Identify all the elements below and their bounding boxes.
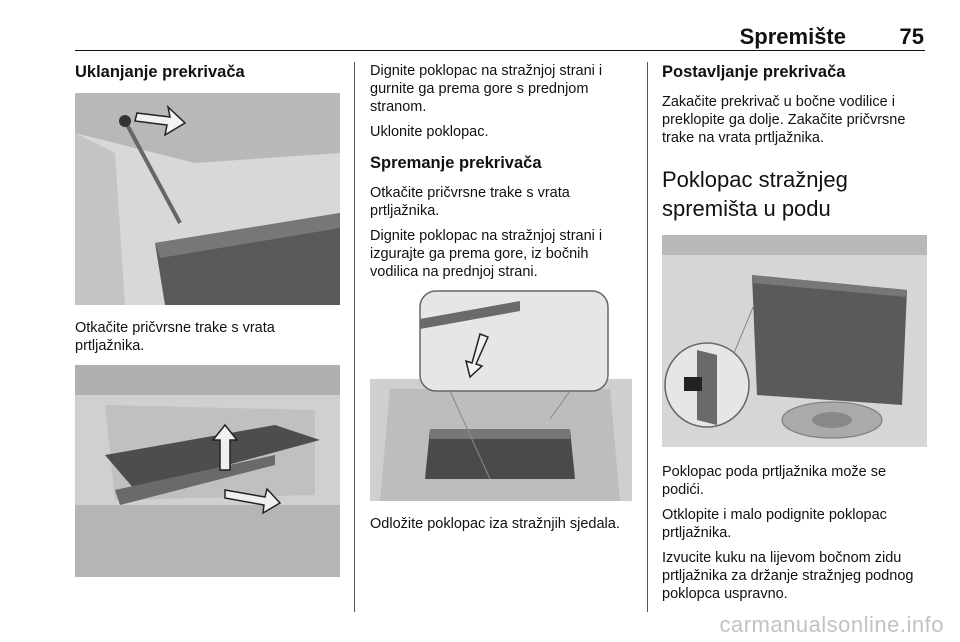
page-number: 75 — [899, 24, 924, 49]
page-header-title: Spremište — [739, 24, 846, 49]
figure-cover-storage — [370, 289, 632, 501]
figure-cover-removal-strap — [75, 93, 340, 305]
col1-paragraph-1: Otkačite pričvrsne trake s vrata prtljažnika. — [75, 320, 275, 354]
col3-paragraph-3: Otklopite i malo podignite poklopac prtljažnika. — [662, 507, 887, 541]
col2-paragraph-4: Dignite poklopac na stražnjoj strani i izgurajte ga prema gore, iz bočnih vodilica na prednjoj strani. — [370, 228, 603, 280]
col2-paragraph-2: Uklonite poklopac. — [370, 124, 489, 140]
col2-paragraph-5: Odložite poklopac iza stražnjih sjedala. — [370, 516, 620, 532]
col3-paragraph-1: Zakačite prekrivač u bočne vodilice i preklopite ga dolje. Zakačite pričvrsne trake na vrata prtljažnika. — [662, 94, 906, 146]
section-heading-storage: Spremanje prekrivača — [370, 154, 542, 172]
figure-floor-cover — [662, 235, 927, 447]
col3-paragraph-2: Poklopac poda prtljažnika može se podići. — [662, 464, 887, 498]
section-heading-removal: Uklanjanje prekrivača — [75, 63, 245, 81]
section-heading-installation: Postavljanje prekrivača — [662, 63, 846, 81]
column-divider-2 — [647, 62, 648, 612]
col2-paragraph-3: Otkačite pričvrsne trake s vrata prtljažnika. — [370, 185, 570, 219]
col2-paragraph-1: Dignite poklopac na stražnjoj strani i gurnite ga prema gore s prednjom stranom. — [370, 63, 603, 115]
column-3 — [662, 62, 927, 610]
column-divider-1 — [354, 62, 355, 612]
col3-paragraph-4: Izvucite kuku na lijevom bočnom zidu prtljažnika za držanje stražnjeg podnog poklopca uspravno. — [662, 550, 914, 602]
section-heading-floor-cover: Poklopac stražnjeg spremišta u podu — [662, 167, 848, 221]
column-2 — [370, 62, 632, 540]
column-1 — [75, 62, 340, 577]
watermark: carmanualsonline.info — [719, 612, 944, 637]
figure-cover-lift — [75, 365, 340, 577]
header-rule — [75, 50, 925, 51]
